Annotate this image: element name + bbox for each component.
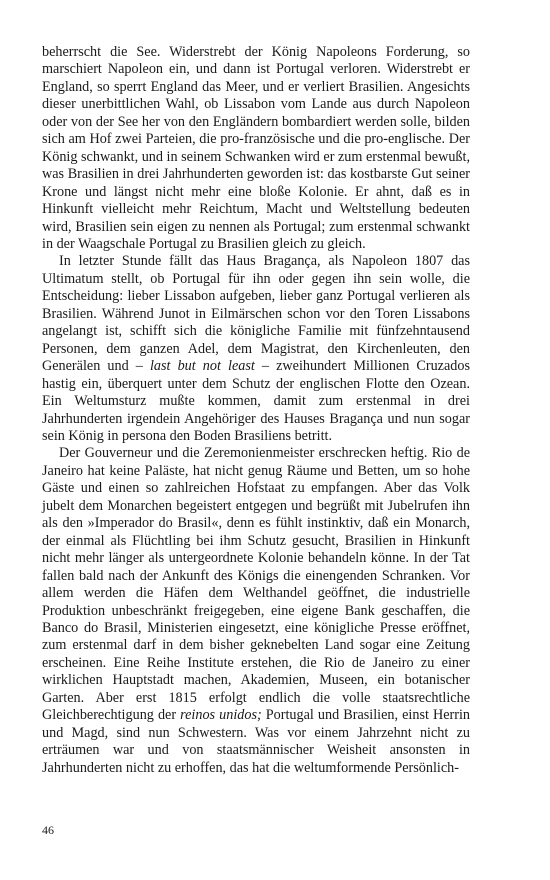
paragraph-3-text-a: Der Gouverneur und die Zeremonienmeister erschrecken heftig. Rio de Janeiro hat keine Paläste, hat nicht genug Räume und Betten, um so hohe Gäste und einen so zahlreichen Hofstaat zu empfangen. Aber das Volk jubelt dem Monarchen begeistert entgegen und begrüßt mit Jubelrufen ihn als den »Imperador do Brasil«, denn es fühlt instinktiv, daß ein Monarch, der einmal als Flüchtling bei ihm Schutz gesucht, Brasilien in Hinkunft nicht mehr länger als untergeordnete Kolonie behandeln könne. In der Tat fallen bald nach der Ankunft des Königs die einengenden Schranken. Vor allem werden die Häfen dem Welthandel geöffnet, die industrielle Produktion unbeschränkt freigegeben, eine eigene Bank geschaffen, die Banco do Brasil, Ministerien eingesetzt, eine königliche Presse eröffnet, zum erstenmal darf in dem bisher geknebelten Land sogar eine Zeitung erscheinen. Eine Reihe Institute erstehen, die Rio de Janeiro zu einer wirklichen Hauptstadt machen, Akademien, Museen, ein botanischer Garten. Aber erst 1815 erfolgt endlich die volle staatsrechtliche Gleichberechtigung der bbox=[42, 445, 470, 724]
paragraph-2 bbox=[42, 253, 470, 445]
paragraph-3 bbox=[42, 445, 470, 777]
page-body bbox=[42, 44, 470, 777]
paragraph-2-text-a: In letzter Stunde fällt das Haus Bragança, als Napoleon 1807 das Ultimatum stellt, ob Portugal für ihn oder gegen ihn sein wolle, die Entscheidung: lieber Lissabon aufgeben, lieber ganz Portugal verlieren als Brasilien. Während Junot in Eilmärschen schon vor den Toren Lissabons angelangt ist, schifft sich die königliche Familie mit fünfzehntausend Personen, dem ganzen Adel, dem Magistrat, den Kirchenleuten, den Generälen und – bbox=[42, 253, 470, 375]
paragraph-3-text-b: Portugal und Brasilien, einst Herrin und Magd, sind nun Schwestern. Was vor einem Jahrzehnt nicht zu erträumen war und von staatsmännischer Weisheit ansonsten in Jahrhunderten nicht zu erhoffen, das hat die weltumformende Persönlich- bbox=[42, 707, 471, 776]
paragraph-3-italic-phrase: reinos unidos; bbox=[180, 707, 262, 724]
paragraph-2-italic-phrase: last but not least bbox=[149, 358, 255, 375]
paragraph-1-text: beherrscht die See. Widerstrebt der König Napoleons Forderung, so marschiert Napoleon ein, und dann ist Portugal verloren. Widerstrebt er England, so sperrt England das Meer, und er verliert Brasilien. Angesichts dieser unerbittlichen Wahl, ob Lissabon vom Lande aus durch Napoleon oder von der See her von den Engländern bombardiert werden solle, bilden sich am Hof zwei Parteien, die pro-französische und die pro-englische. Der König schwankt, und in seinem Schwanken wird er zum erstenmal bewußt, was Brasilien in drei Jahrhunderten geworden ist: das kostbarste Gut seiner Krone und längst nicht mehr eine bloße Kolonie. Er ahnt, daß es in Hinkunft vielleicht mehr Reichtum, Macht und Weltstellung bedeuten wird, Brasilien sein eigen zu nennen als Portugal; zum erstenmal schwankt in der Waagschale Portugal zu Brasilien gleich zu gleich. bbox=[42, 44, 470, 252]
paragraph-2-text-b: – zweihundert Millionen Cruzados hastig ein, überquert unter dem Schutz der englischen Flotte den Ozean. Ein Weltumsturz mußte kommen, damit zum erstenmal in drei Jahrhunderten irgendein Angehöriger des Hauses Bragança und nun sogar sein König in persona den Boden Brasiliens betritt. bbox=[42, 358, 470, 444]
page-number: 46 bbox=[42, 823, 54, 837]
paragraph-1 bbox=[42, 44, 470, 253]
